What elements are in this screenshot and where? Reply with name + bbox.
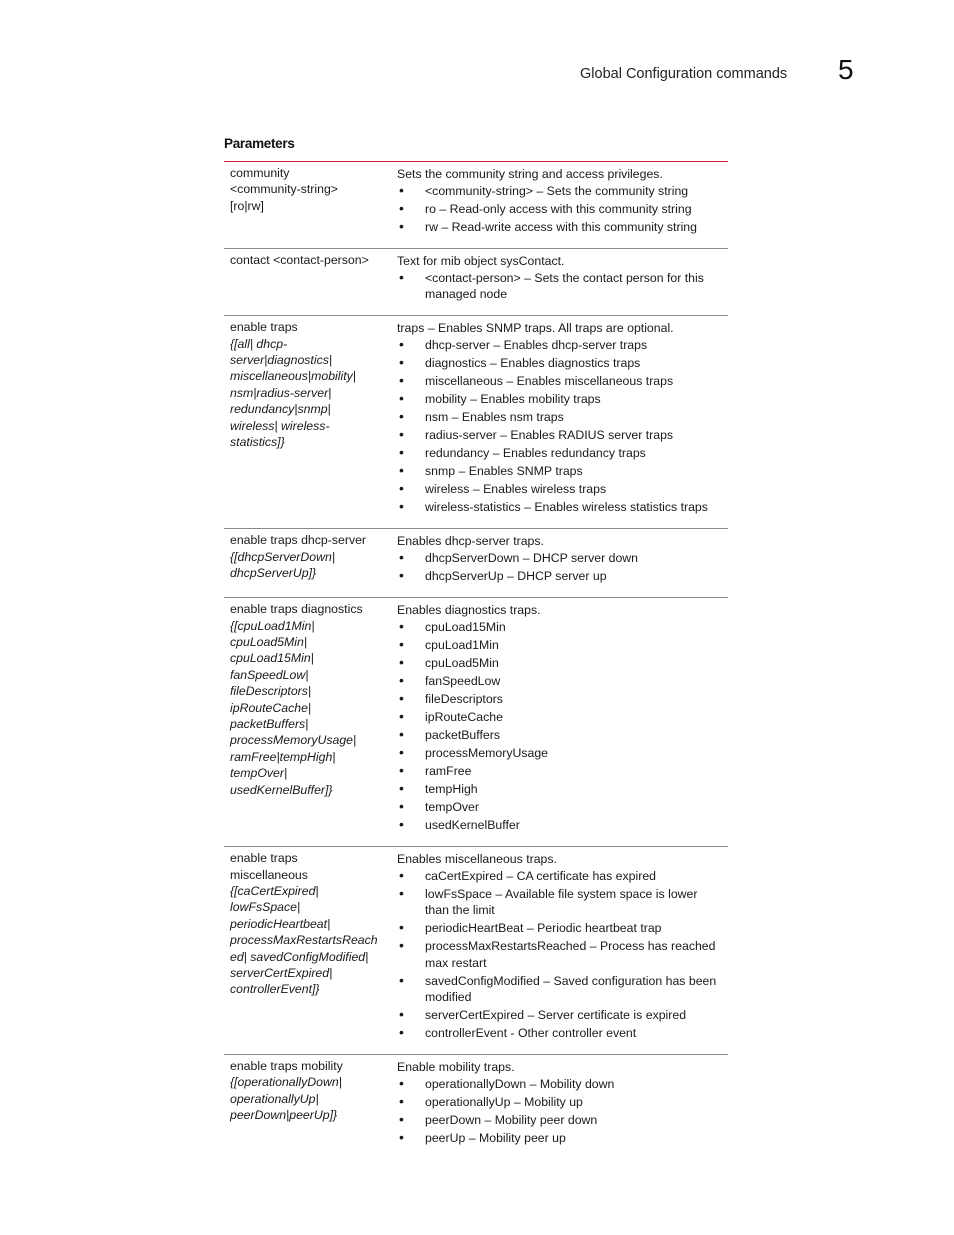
parameter-keyword: community: [230, 166, 290, 180]
list-item: • nsm – Enables nsm traps: [397, 409, 722, 425]
list-item: • packetBuffers: [397, 727, 722, 743]
parameter-name-cell: [224, 316, 380, 528]
section-title: Parameters: [224, 136, 295, 151]
list-item: • snmp – Enables SNMP traps: [397, 463, 722, 479]
parameter-description-cell: [380, 1055, 728, 1159]
list-item: • dhcpServerUp – DHCP server up: [397, 568, 722, 584]
list-item: • serverCertExpired – Server certificate is expired: [397, 1007, 722, 1023]
parameter-name-cell: [224, 162, 380, 248]
parameter-name-cell: [224, 847, 380, 1054]
list-item: • periodicHeartBeat – Periodic heartbeat trap: [397, 920, 722, 936]
bullet-list: [397, 337, 722, 515]
parameter-description: traps – Enables SNMP traps. All traps are optional.: [397, 321, 674, 336]
list-item: • cpuLoad15Min: [397, 619, 722, 635]
parameter-name-cell: [224, 598, 380, 846]
list-item: • dhcpServerDown – DHCP server down: [397, 550, 722, 566]
parameter-description: Enable mobility traps.: [397, 1059, 515, 1074]
parameter-description-cell: [380, 162, 728, 248]
parameter-name-cell: [224, 1055, 380, 1159]
list-item: • radius-server – Enables RADIUS server traps: [397, 427, 722, 443]
parameter-description: Enables diagnostics traps.: [397, 603, 541, 618]
parameter-keyword: enable traps mobility: [230, 1058, 343, 1073]
list-item: • ramFree: [397, 763, 722, 779]
parameter-name-cell: [224, 529, 380, 597]
parameter-keyword: enable traps miscellaneous: [230, 851, 308, 882]
parameter-arguments: {[all| dhcp-server|diagnostics| miscellaneous|mobility| nsm|radius-server| redundancy|snmp| wireless| wireless-statistics]}: [230, 336, 356, 450]
parameter-description: Enables dhcp-server traps.: [397, 534, 544, 549]
parameter-name-cell: [224, 249, 380, 315]
list-item: • tempOver: [397, 799, 722, 815]
list-item: • processMaxRestartsReached – Process has reached max restart: [397, 938, 722, 970]
parameter-description-cell: [380, 529, 728, 597]
list-item: • wireless – Enables wireless traps: [397, 481, 722, 497]
list-item: • wireless-statistics – Enables wireless statistics traps: [397, 499, 722, 515]
table-row: [224, 598, 728, 847]
parameter-description-cell: [380, 847, 728, 1054]
list-item: • miscellaneous – Enables miscellaneous traps: [397, 373, 722, 389]
table-row: [224, 316, 728, 529]
list-item: • dhcp-server – Enables dhcp-server traps: [397, 337, 722, 353]
list-item: • tempHigh: [397, 781, 722, 797]
list-item: • <contact-person> – Sets the contact person for this managed node: [397, 270, 722, 302]
list-item: • peerDown – Mobility peer down: [397, 1112, 722, 1128]
parameter-arguments: {[operationallyDown| operationallyUp| peerDown|peerUp]}: [230, 1075, 342, 1123]
parameter-keyword: enable traps dhcp-server: [230, 533, 367, 548]
list-item: • operationallyDown – Mobility down: [397, 1076, 722, 1092]
list-item: • caCertExpired – CA certificate has expired: [397, 868, 722, 884]
list-item: • lowFsSpace – Available file system space is lower than the limit: [397, 886, 722, 918]
table-row: [224, 847, 728, 1055]
bullet-list: [397, 868, 722, 1041]
table-row: [224, 162, 728, 249]
parameter-arguments: {[dhcpServerDown| dhcpServerUp]}: [230, 549, 336, 581]
parameter-keyword: contact <contact-person>: [230, 253, 369, 267]
list-item: • ro – Read-only access with this community string: [397, 201, 722, 217]
list-item: • ipRouteCache: [397, 709, 722, 725]
parameters-table: [224, 161, 728, 1159]
list-item: • processMemoryUsage: [397, 745, 722, 761]
parameter-keyword: enable traps: [230, 320, 298, 335]
bullet-list: [397, 270, 722, 302]
chapter-number: 5: [838, 54, 854, 85]
table-row: [224, 249, 728, 316]
list-item: • savedConfigModified – Saved configuration has been modified: [397, 973, 722, 1005]
parameter-arguments: <community-string> [ro|rw]: [230, 182, 338, 213]
list-item: • fanSpeedLow: [397, 673, 722, 689]
list-item: • controllerEvent - Other controller event: [397, 1025, 722, 1041]
list-item: • cpuLoad5Min: [397, 655, 722, 671]
list-item: • operationallyUp – Mobility up: [397, 1094, 722, 1110]
parameter-arguments: {[cpuLoad1Min| cpuLoad5Min| cpuLoad15Min| fanSpeedLow| fileDescriptors| ipRouteCache| packetBuffers| processMemoryUsage| ramFree|tempHigh| tempOver| usedKernelBuffer]}: [230, 618, 357, 797]
parameter-description-cell: [380, 598, 728, 846]
list-item: • fileDescriptors: [397, 691, 722, 707]
parameter-keyword: enable traps diagnostics: [230, 602, 363, 617]
parameter-description-cell: [380, 316, 728, 528]
list-item: • mobility – Enables mobility traps: [397, 391, 722, 407]
bullet-list: [397, 183, 722, 235]
table-row: [224, 1055, 728, 1159]
parameter-description-cell: [380, 249, 728, 315]
running-header-title: Global Configuration commands: [580, 66, 788, 82]
list-item: • diagnostics – Enables diagnostics traps: [397, 355, 722, 371]
bullet-list: [397, 1076, 722, 1146]
list-item: • usedKernelBuffer: [397, 817, 722, 833]
parameter-description: Enables miscellaneous traps.: [397, 852, 557, 867]
list-item: • cpuLoad1Min: [397, 637, 722, 653]
parameter-arguments: {[caCertExpired| lowFsSpace| periodicHeartbeat| processMaxRestartsReach ed| savedConfigModified| serverCertExpired| controllerEvent]}: [230, 884, 378, 997]
table-row: [224, 529, 728, 598]
parameter-description: Sets the community string and access privileges.: [397, 167, 663, 181]
list-item: • redundancy – Enables redundancy traps: [397, 445, 722, 461]
parameter-description: Text for mib object sysContact.: [397, 254, 565, 268]
bullet-list: [397, 550, 722, 584]
bullet-list: [397, 619, 722, 833]
list-item: • rw – Read-write access with this community string: [397, 219, 722, 235]
list-item: • <community-string> – Sets the community string: [397, 183, 722, 199]
list-item: • peerUp – Mobility peer up: [397, 1130, 722, 1146]
